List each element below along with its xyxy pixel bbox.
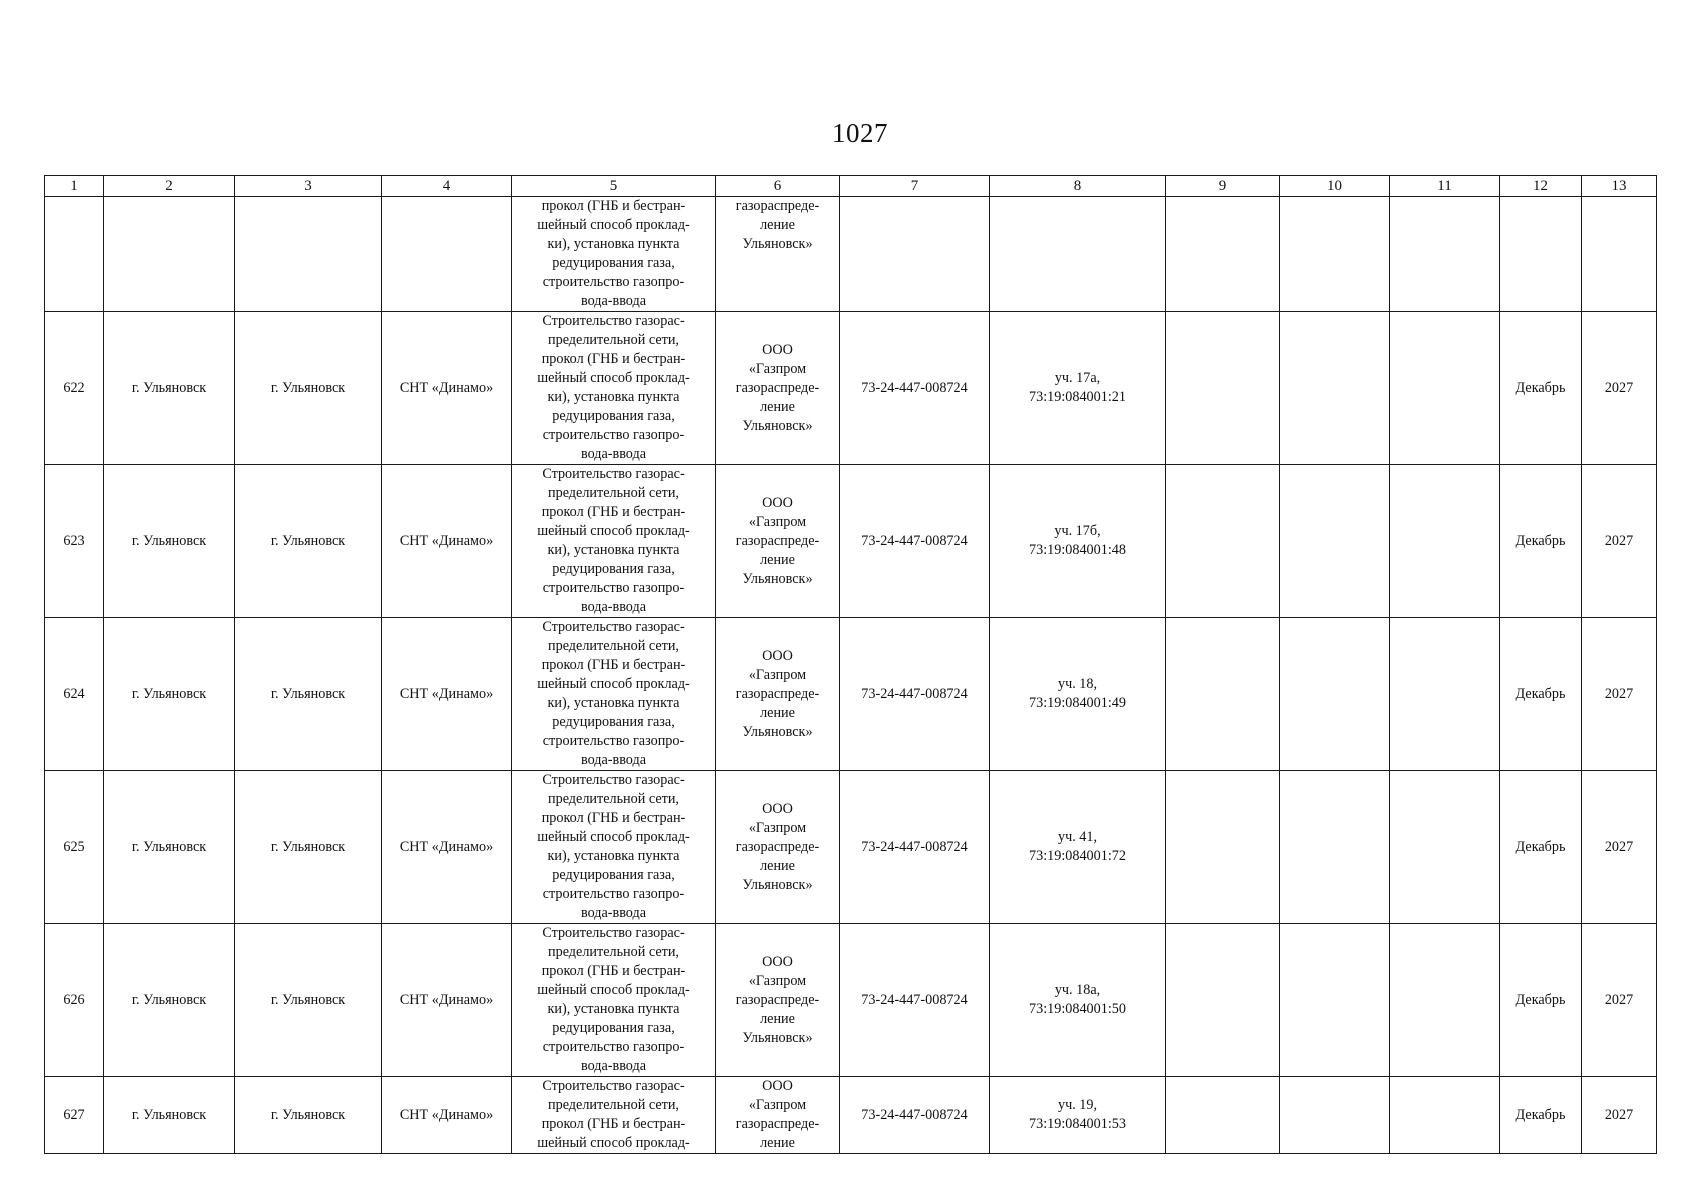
text-line: пределительной сети, [548,1097,679,1113]
cell-year: 2027 [1582,1077,1657,1154]
cell-month: Декабрь [1500,924,1582,1077]
text-line: вода-ввода [580,905,647,921]
table-row [45,924,1657,1077]
cell-request-number: 73-24-447-008724 [840,1077,990,1154]
text-line: шейный способ проклад- [537,829,690,845]
cell-c10 [1280,924,1390,1077]
cell-month: Декабрь [1500,771,1582,924]
cell-request-number: 73-24-447-008724 [840,618,990,771]
cell-plot [990,771,1166,924]
cell-organization [716,1077,840,1154]
text-line: 73:19:084001:72 [1029,848,1126,864]
text-line: вода-ввода [580,446,647,462]
cell-description [512,312,716,465]
text-line: прокол (ГНБ и бестран- [541,657,686,673]
cell-city: г. Ульяновск [235,312,382,465]
cell-c9 [1166,618,1280,771]
column-header-11: 11 [1390,176,1500,197]
text-line: ление [760,217,795,233]
text-line: Строительство газорас- [542,466,685,482]
text-line: строительство газопро- [542,580,685,596]
text-line: газораспреде- [735,379,820,396]
cell-location: СНТ «Динамо» [382,771,512,924]
cell-year: 2027 [1582,771,1657,924]
text-line: ки), установка пункта [547,1001,680,1017]
cell-plot [990,312,1166,465]
cell-c7 [840,197,990,312]
cell-year: 2027 [1582,924,1657,1077]
text-line: строительство газопро- [542,1039,685,1055]
cell-row-number: 624 [45,618,104,771]
text-line: Строительство газорас- [542,772,685,788]
cell-organization [716,924,840,1077]
text-line: газораспреде- [735,991,820,1008]
text-line: 73:19:084001:21 [1029,389,1126,405]
cell-row-number: 626 [45,924,104,1077]
cell-c10 [1280,618,1390,771]
text-line: пределительной сети, [548,332,679,348]
column-header-3: 3 [235,176,382,197]
data-table-container [44,175,1656,1154]
cell-month: Декабрь [1500,312,1582,465]
text-line: Ульяновск» [742,417,813,434]
cell-description [512,771,716,924]
column-header-8: 8 [990,176,1166,197]
cell-district: г. Ульяновск [104,618,235,771]
cell-plot [990,1077,1166,1154]
cell-district: г. Ульяновск [104,771,235,924]
text-line: строительство газопро- [542,274,685,290]
cell-c9 [1166,924,1280,1077]
text-line: вода-ввода [580,293,647,309]
text-line: прокол (ГНБ и бестран- [541,963,686,979]
cell-city: г. Ульяновск [235,465,382,618]
cell-c10 [1280,197,1390,312]
cell-district: г. Ульяновск [104,924,235,1077]
column-header-10: 10 [1280,176,1390,197]
page-number: 1027 [832,118,888,148]
column-header-13: 13 [1582,176,1657,197]
cell-organization [716,618,840,771]
cell-row-number: 623 [45,465,104,618]
cell-city: г. Ульяновск [235,1077,382,1154]
cell-plot [990,924,1166,1077]
text-line: строительство газопро- [542,733,685,749]
text-line: шейный способ проклад- [537,523,690,539]
text-line: газораспреде- [735,685,820,702]
text-line: прокол (ГНБ и бестран- [541,198,686,214]
cell-c11 [1390,924,1500,1077]
cell-month: Декабрь [1500,1077,1582,1154]
text-line: редуцирования газа, [552,1020,675,1036]
cell-request-number: 73-24-447-008724 [840,465,990,618]
text-line: газораспреде- [735,1116,820,1132]
text-line: вода-ввода [580,752,647,768]
text-line: «Газпром [748,666,807,683]
cell-row-number: 622 [45,312,104,465]
text-line: уч. 41, [1057,829,1098,845]
text-line: ООО [762,647,793,664]
cell-c12 [1500,197,1582,312]
cell-c11 [1390,618,1500,771]
text-line: шейный способ проклад- [537,676,690,692]
text-line: прокол (ГНБ и бестран- [541,504,686,520]
cell-c10 [1280,465,1390,618]
column-header-9: 9 [1166,176,1280,197]
text-line: прокол (ГНБ и бестран- [541,1116,686,1132]
text-line: уч. 18, [1057,676,1098,692]
table-row [45,1077,1657,1154]
cell-district: г. Ульяновск [104,465,235,618]
text-line: ки), установка пункта [547,389,680,405]
column-header-1: 1 [45,176,104,197]
text-line: ление [760,1135,795,1151]
cell-district: г. Ульяновск [104,1077,235,1154]
text-line: ление [760,704,795,721]
text-line: ление [760,398,795,415]
text-line: Ульяновск» [742,236,813,252]
cell-request-number: 73-24-447-008724 [840,312,990,465]
cell-c13 [1582,197,1657,312]
text-line: ление [760,857,795,874]
column-header-4: 4 [382,176,512,197]
text-line: редуцирования газа, [552,561,675,577]
text-line: уч. 17б, [1054,523,1101,539]
text-line: 73:19:084001:48 [1029,542,1126,558]
text-line: Ульяновск» [742,876,813,893]
cell-c2 [104,197,235,312]
text-line: ки), установка пункта [547,695,680,711]
text-line: «Газпром [748,1097,807,1113]
text-line: редуцирования газа, [552,408,675,424]
text-line: вода-ввода [580,1058,647,1074]
cell-organization [716,197,840,312]
text-line: редуцирования газа, [552,714,675,730]
text-line: шейный способ проклад- [537,370,690,386]
text-line: шейный способ проклад- [537,217,690,233]
text-line: прокол (ГНБ и бестран- [541,810,686,826]
text-line: строительство газопро- [542,427,685,443]
table-row [45,618,1657,771]
text-line: газораспреде- [735,198,820,214]
text-line: Строительство газорас- [542,1078,685,1094]
cell-c9 [1166,465,1280,618]
text-line: уч. 19, [1057,1097,1098,1113]
column-header-2: 2 [104,176,235,197]
text-line: шейный способ проклад- [537,1135,690,1151]
text-line: «Газпром [748,360,807,377]
cell-request-number: 73-24-447-008724 [840,771,990,924]
text-line: Строительство газорас- [542,619,685,635]
text-line: шейный способ проклад- [537,982,690,998]
text-line: 73:19:084001:49 [1029,695,1126,711]
text-line: ООО [762,494,793,511]
text-line: ление [760,1010,795,1027]
column-header-6: 6 [716,176,840,197]
cell-c8 [990,197,1166,312]
text-line: ООО [762,953,793,970]
cell-row-number: 625 [45,771,104,924]
continued-row [45,197,1657,312]
data-table [44,175,1657,1154]
cell-plot [990,618,1166,771]
cell-description [512,924,716,1077]
cell-description [512,618,716,771]
cell-c10 [1280,1077,1390,1154]
cell-c11 [1390,771,1500,924]
text-line: Строительство газорас- [542,925,685,941]
cell-location: СНТ «Динамо» [382,312,512,465]
cell-c1 [45,197,104,312]
text-line: уч. 18а, [1054,982,1101,998]
cell-c9 [1166,771,1280,924]
cell-description [512,1077,716,1154]
column-header-12: 12 [1500,176,1582,197]
cell-district: г. Ульяновск [104,312,235,465]
cell-month: Декабрь [1500,618,1582,771]
column-number-header [45,176,1657,197]
cell-city: г. Ульяновск [235,924,382,1077]
text-line: ООО [762,800,793,817]
text-line: уч. 17а, [1054,370,1101,386]
text-line: прокол (ГНБ и бестран- [541,351,686,367]
cell-description [512,197,716,312]
table-row [45,771,1657,924]
text-line: «Газпром [748,819,807,836]
text-line: ки), установка пункта [547,542,680,558]
column-header-7: 7 [840,176,990,197]
text-line: газораспреде- [735,532,820,549]
cell-c11 [1390,1077,1500,1154]
text-line: ООО [762,341,793,358]
cell-location: СНТ «Динамо» [382,618,512,771]
text-line: 73:19:084001:50 [1029,1001,1126,1017]
text-line: Строительство газорас- [542,313,685,329]
cell-city: г. Ульяновск [235,618,382,771]
text-line: Ульяновск» [742,570,813,587]
cell-year: 2027 [1582,312,1657,465]
cell-request-number: 73-24-447-008724 [840,924,990,1077]
cell-month: Декабрь [1500,465,1582,618]
cell-organization [716,312,840,465]
text-line: Ульяновск» [742,1029,813,1046]
cell-c10 [1280,312,1390,465]
cell-location: СНТ «Динамо» [382,465,512,618]
cell-c9 [1166,197,1280,312]
column-header-5: 5 [512,176,716,197]
text-line: 73:19:084001:53 [1029,1116,1126,1132]
cell-c9 [1166,312,1280,465]
text-line: пределительной сети, [548,791,679,807]
text-line: пределительной сети, [548,944,679,960]
text-line: редуцирования газа, [552,867,675,883]
cell-c3 [235,197,382,312]
cell-c11 [1390,312,1500,465]
text-line: вода-ввода [580,599,647,615]
cell-c4 [382,197,512,312]
text-line: редуцирования газа, [552,255,675,271]
text-line: ление [760,551,795,568]
cell-year: 2027 [1582,465,1657,618]
cell-location: СНТ «Динамо» [382,1077,512,1154]
cell-plot [990,465,1166,618]
text-line: «Газпром [748,513,807,530]
table-row [45,312,1657,465]
text-line: ки), установка пункта [547,848,680,864]
cell-organization [716,465,840,618]
cell-c11 [1390,197,1500,312]
cell-c11 [1390,465,1500,618]
cell-location: СНТ «Динамо» [382,924,512,1077]
text-line: газораспреде- [735,838,820,855]
cell-organization [716,771,840,924]
text-line: ки), установка пункта [547,236,680,252]
cell-row-number: 627 [45,1077,104,1154]
text-line: ООО [762,1078,793,1094]
table-row [45,465,1657,618]
text-line: «Газпром [748,972,807,989]
text-line: пределительной сети, [548,638,679,654]
cell-year: 2027 [1582,618,1657,771]
cell-c10 [1280,771,1390,924]
text-line: пределительной сети, [548,485,679,501]
text-line: Ульяновск» [742,723,813,740]
cell-description [512,465,716,618]
cell-c9 [1166,1077,1280,1154]
cell-city: г. Ульяновск [235,771,382,924]
text-line: строительство газопро- [542,886,685,902]
